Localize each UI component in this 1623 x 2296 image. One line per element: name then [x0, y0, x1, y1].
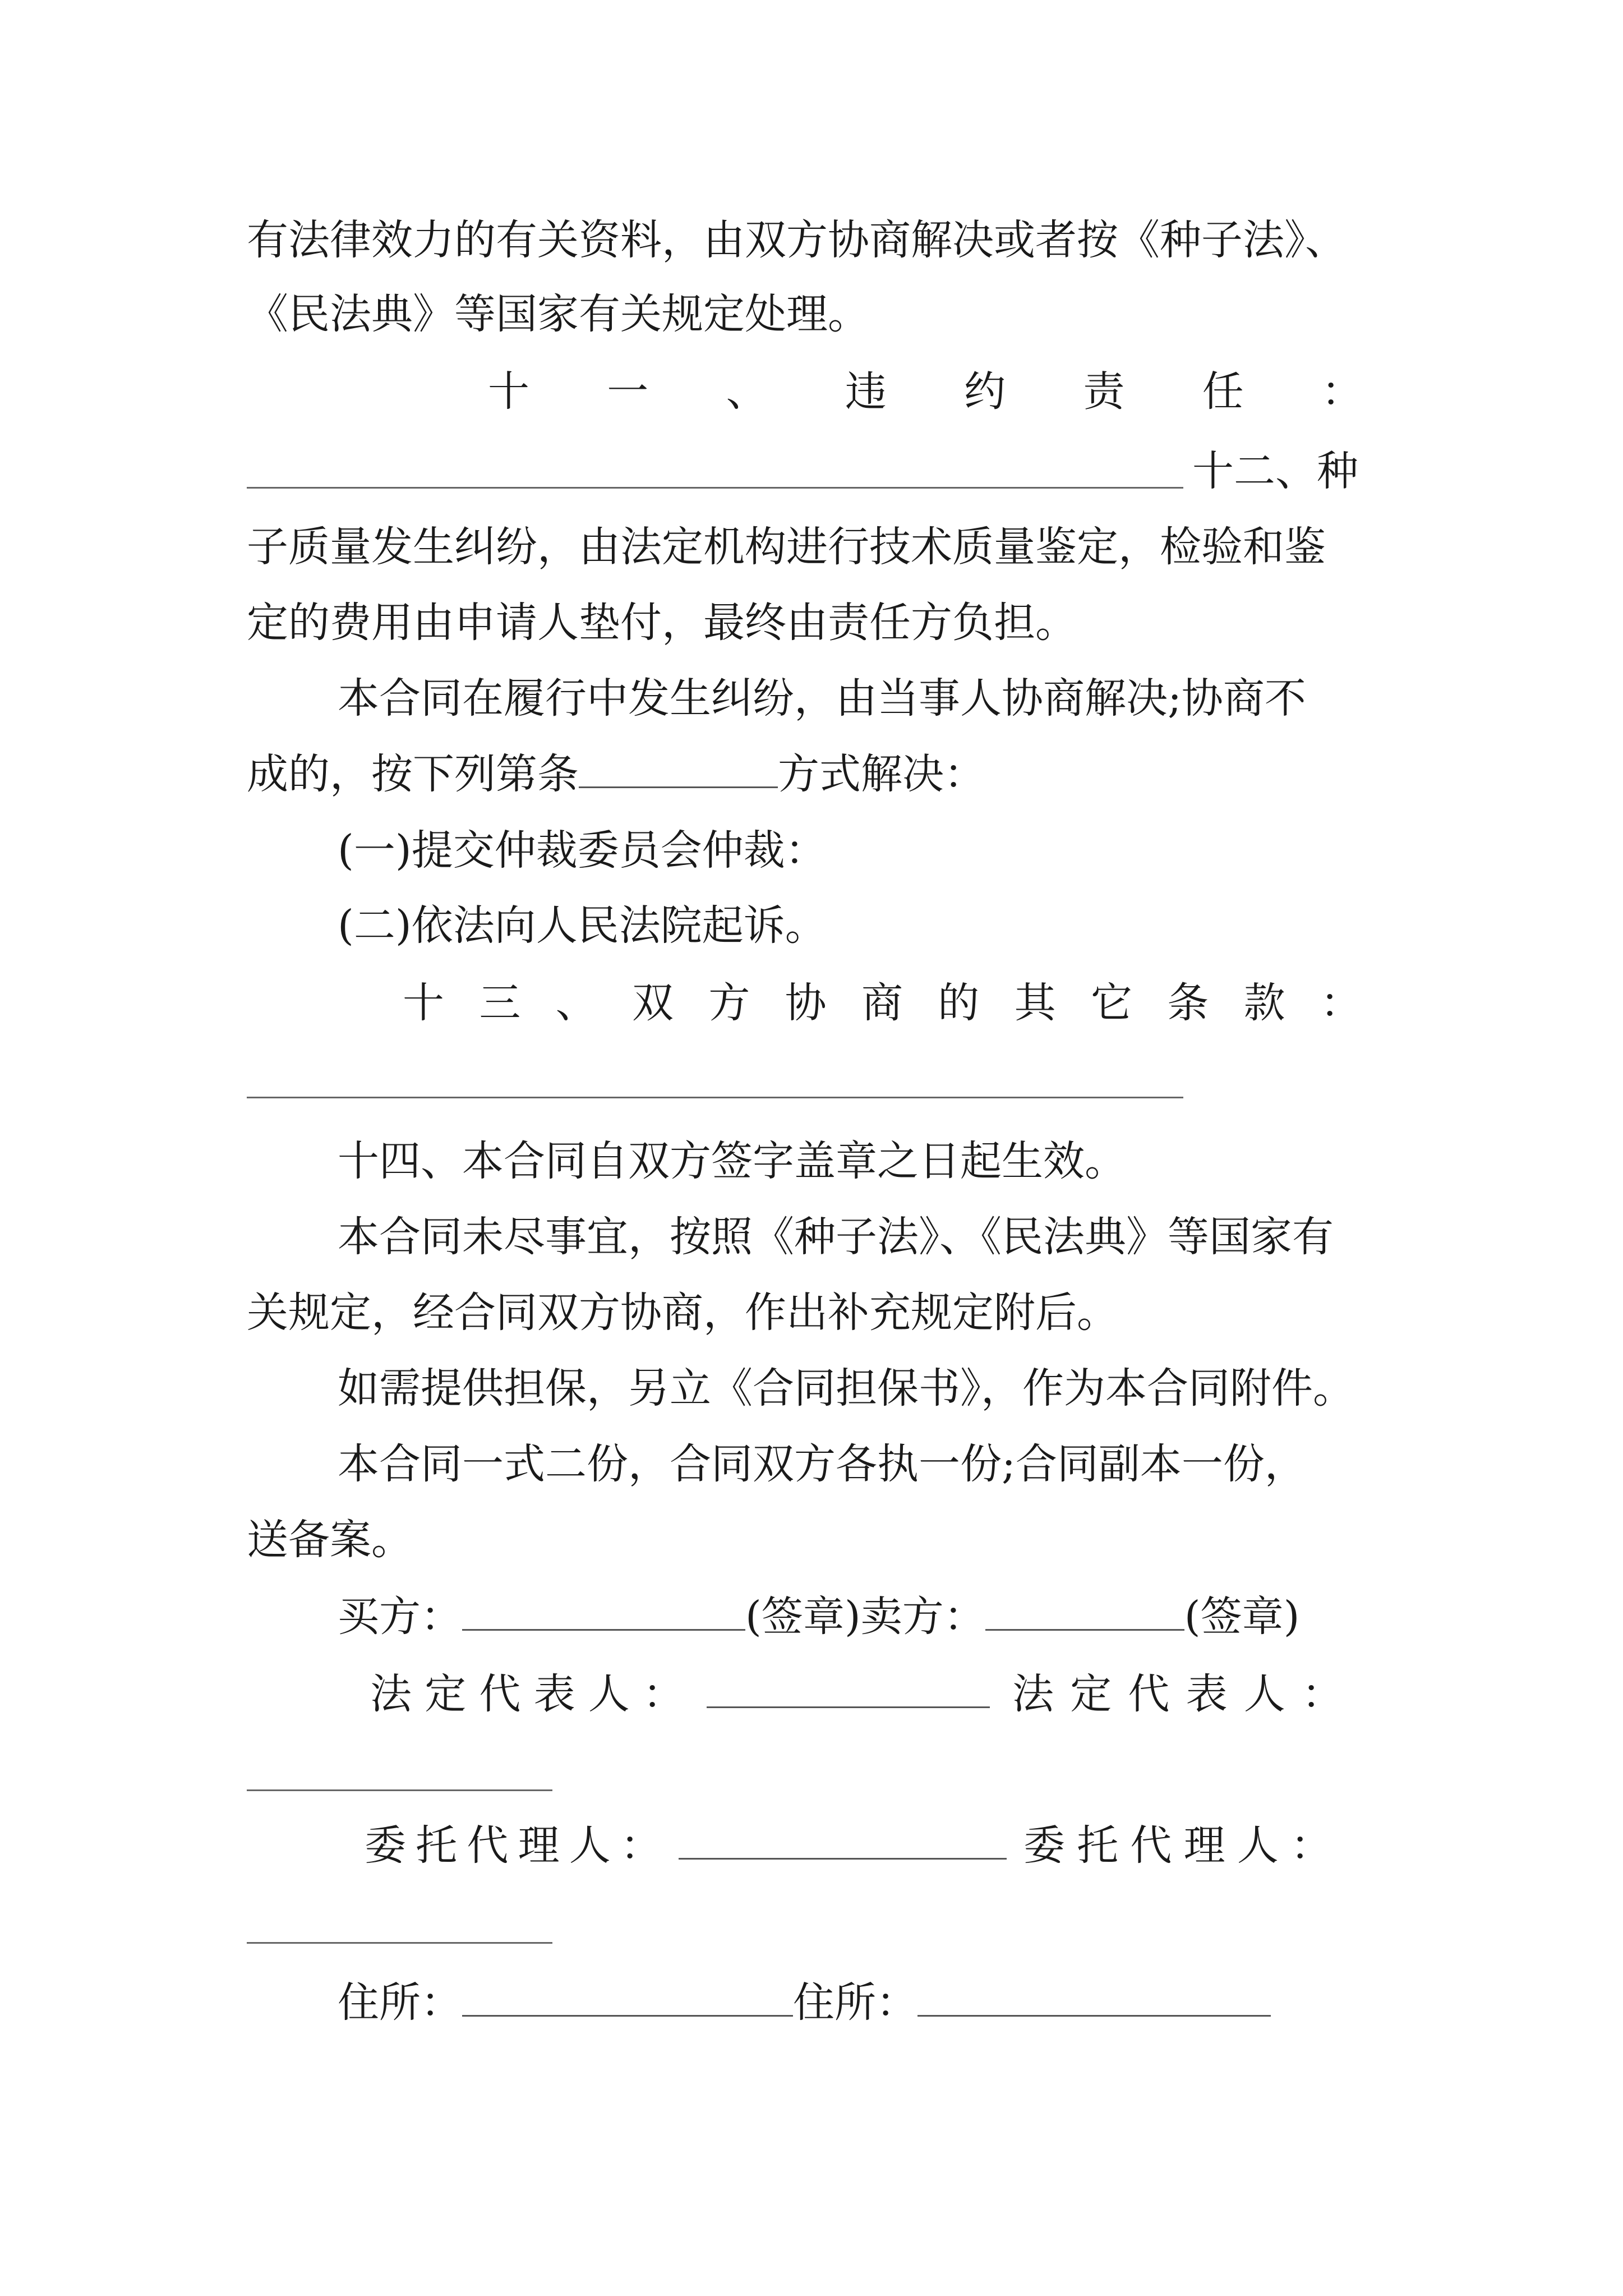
section-13-heading: 十 三 、 双 方 协 商 的 其 它 条 款 ：: [403, 979, 1362, 1027]
paragraph-line: 送备案。: [247, 1516, 413, 1564]
agent-label-b: 委 托 代 理 人 ：: [1023, 1821, 1332, 1870]
paragraph-line: 子质量发生纠纷，由法定机构进行技术质量鉴定，检验和鉴: [247, 523, 1326, 571]
section-11-heading: 十 一 、 违 约 责 任 ：: [488, 367, 1363, 416]
signature-line-agent: [365, 1818, 1363, 1874]
seller-address-field[interactable]: [917, 1981, 1271, 2017]
agent-label-a: 委 托 代 理 人 ：: [365, 1821, 662, 1870]
seller-agent-field[interactable]: [247, 1942, 552, 1944]
section-14: 十四、本合同自双方签字盖章之日起生效。: [338, 1137, 1126, 1185]
paragraph-line: 本合同在履行中发生纠纷，由当事人协商解决;协商不: [338, 674, 1306, 723]
option-arbitration: (一)提交仲裁委员会仲裁：: [338, 826, 827, 875]
buyer-agent-field[interactable]: [679, 1824, 1007, 1860]
section-12-heading: 十二、种: [1192, 447, 1358, 495]
rep-label-a: 法 定 代 表 人 ：: [370, 1670, 684, 1718]
paragraph-line: 定的费用由申请人垫付，最终由责任方负担。: [247, 599, 1077, 647]
seller-signature-field[interactable]: [985, 1595, 1184, 1631]
paragraph-line: 有法律效力的有关资料，由双方协商解决或者按《种子法》、: [247, 216, 1347, 264]
paragraph-line: 如需提供担保，另立《合同担保书》，作为本合同附件。: [338, 1364, 1354, 1412]
paragraph-line: 《民法典》等国家有关规定处理。: [247, 290, 869, 338]
paragraph-line: 本合同未尽事宜，按照《种子法》、《民法典》等国家有: [338, 1213, 1334, 1261]
paragraph-line: 本合同一式二份，合同双方各执一份;合同副本一份，: [338, 1440, 1306, 1488]
dispute-choice-line: 成的，按下列第条 方式解决：: [247, 750, 985, 798]
dispute-method-field[interactable]: [579, 753, 778, 788]
signature-line-parties: 买方： (签章) 卖方： (签章): [338, 1593, 1300, 1641]
blank-line-section-11[interactable]: [247, 487, 1183, 489]
seller-representative-field[interactable]: [247, 1789, 552, 1791]
paragraph-line: 关规定，经合同双方协商，作出补充规定附后。: [247, 1289, 1118, 1337]
buyer-representative-field[interactable]: [707, 1673, 990, 1708]
signature-line-address: 住所： 住所：: [338, 1975, 1515, 2031]
signature-line-representative: [370, 1666, 1363, 1722]
rep-label-b: 法 定 代 表 人 ：: [1012, 1670, 1343, 1718]
buyer-signature-field[interactable]: [462, 1595, 745, 1631]
buyer-address-field[interactable]: [462, 1981, 793, 2017]
option-litigation: (二)依法向人民法院起诉。: [338, 901, 827, 950]
blank-line-section-13[interactable]: [247, 1097, 1183, 1098]
